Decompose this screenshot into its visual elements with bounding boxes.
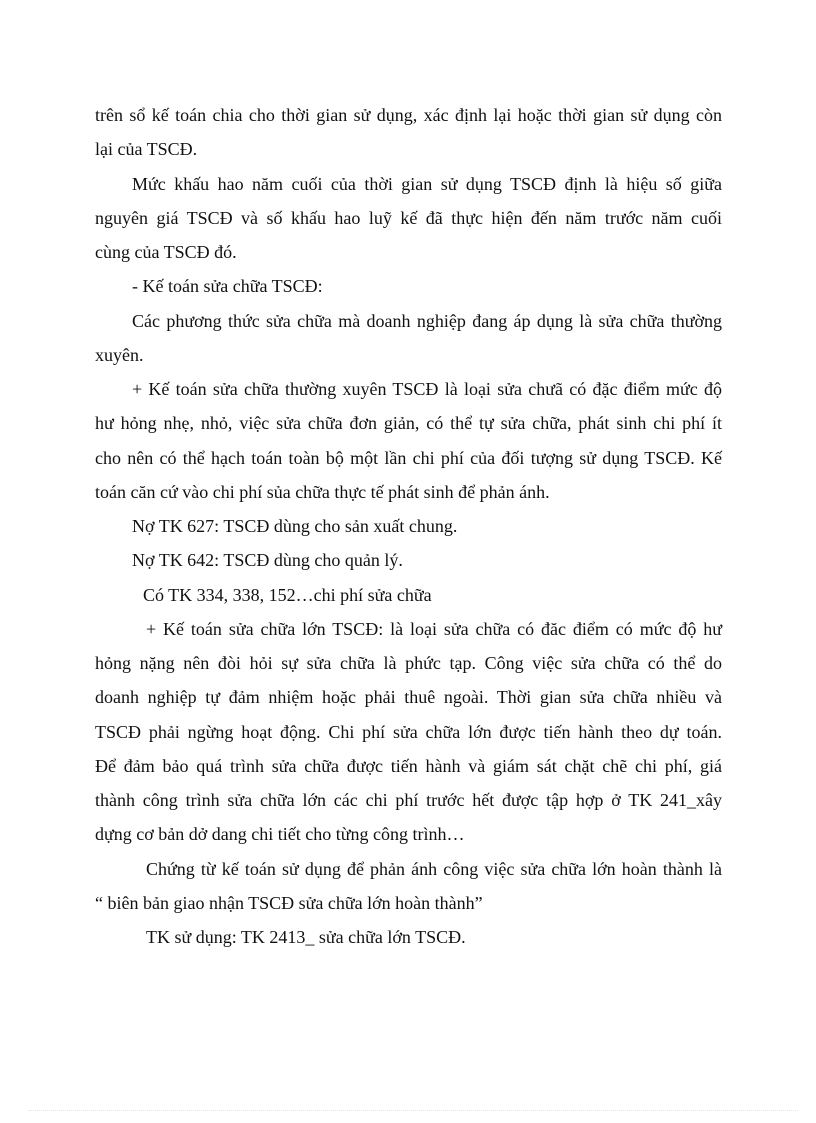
paragraph-line: Chứng từ kế toán sử dụng để phản ánh công việc sửa chữa lớn hoàn thành là [146, 859, 722, 879]
paragraph-line: dựng cơ bản dở dang chi tiết cho từng công trình… [95, 824, 465, 844]
paragraph-line: xuyên. [95, 345, 144, 365]
paragraph-line: cùng của TSCĐ đó. [95, 242, 237, 262]
paragraph-line: hỏng nặng nên đòi hỏi sự sửa chữa là phức tạp. Công việc sửa chữa có thể do [95, 653, 722, 673]
paragraph-line: TK sử dụng: TK 2413_ sửa chữa lớn TSCĐ. [146, 927, 466, 947]
paragraph-line: nguyên giá TSCĐ và số khấu hao luỹ kế đã thực hiện đến năm trước năm cuối [95, 208, 722, 228]
paragraph-line: hư hỏng nhẹ, nhỏ, việc sửa chữa đơn giản, có thể tự sửa chữa, phát sinh chi phí ít [95, 413, 722, 433]
paragraph-line: “ biên bản giao nhận TSCĐ sửa chữa lớn hoàn thành” [95, 893, 483, 913]
paragraph-line: Các phương thức sửa chữa mà doanh nghiệp đang áp dụng là sửa chữa thường [132, 311, 722, 331]
paragraph-line: trên sổ kế toán chia cho thời gian sử dụng, xác định lại hoặc thời gian sử dụng còn [95, 105, 722, 125]
paragraph-line: Để đảm bảo quá trình sửa chữa được tiến hành và giám sát chặt chẽ chi phí, giá [95, 756, 722, 776]
paragraph-line: lại của TSCĐ. [95, 139, 198, 159]
entry-line: Có TK 334, 338, 152…chi phí sửa chữa [143, 585, 432, 605]
paragraph-line: TSCĐ phải ngừng hoạt động. Chi phí sửa chữa lớn được tiến hành theo dự toán. [95, 722, 722, 742]
paragraph-line: cho nên có thể hạch toán toàn bộ một lần chi phí của đối tượng sử dụng TSCĐ. Kế [95, 448, 722, 468]
paragraph-line: doanh nghiệp tự đảm nhiệm hoặc phải thuê ngoài. Thời gian sửa chữa nhiều và [95, 687, 722, 707]
paragraph-line: + Kế toán sửa chữa thường xuyên TSCĐ là loại sửa chưã có đặc điểm mức độ [132, 379, 722, 399]
paragraph-line: toán căn cứ vào chi phí sủa chữa thực tế phát sinh để phản ánh. [95, 482, 550, 502]
paragraph-line: thành công trình sửa chữa lớn các chi phí trước hết được tập hợp ở TK 241_xây [95, 790, 722, 810]
paragraph-line: Mức khấu hao năm cuối của thời gian sử dụng TSCĐ định là hiệu số giữa [132, 174, 722, 194]
paragraph-line: + Kế toán sửa chữa lớn TSCĐ: là loại sửa chữa có đăc điểm có mức độ hư [146, 619, 722, 639]
entry-line: Nợ TK 627: TSCĐ dùng cho sản xuất chung. [132, 516, 458, 536]
page-bottom-rule [28, 1110, 798, 1111]
entry-line: Nợ TK 642: TSCĐ dùng cho quản lý. [132, 550, 403, 570]
section-heading: - Kế toán sửa chữa TSCĐ: [132, 276, 323, 296]
